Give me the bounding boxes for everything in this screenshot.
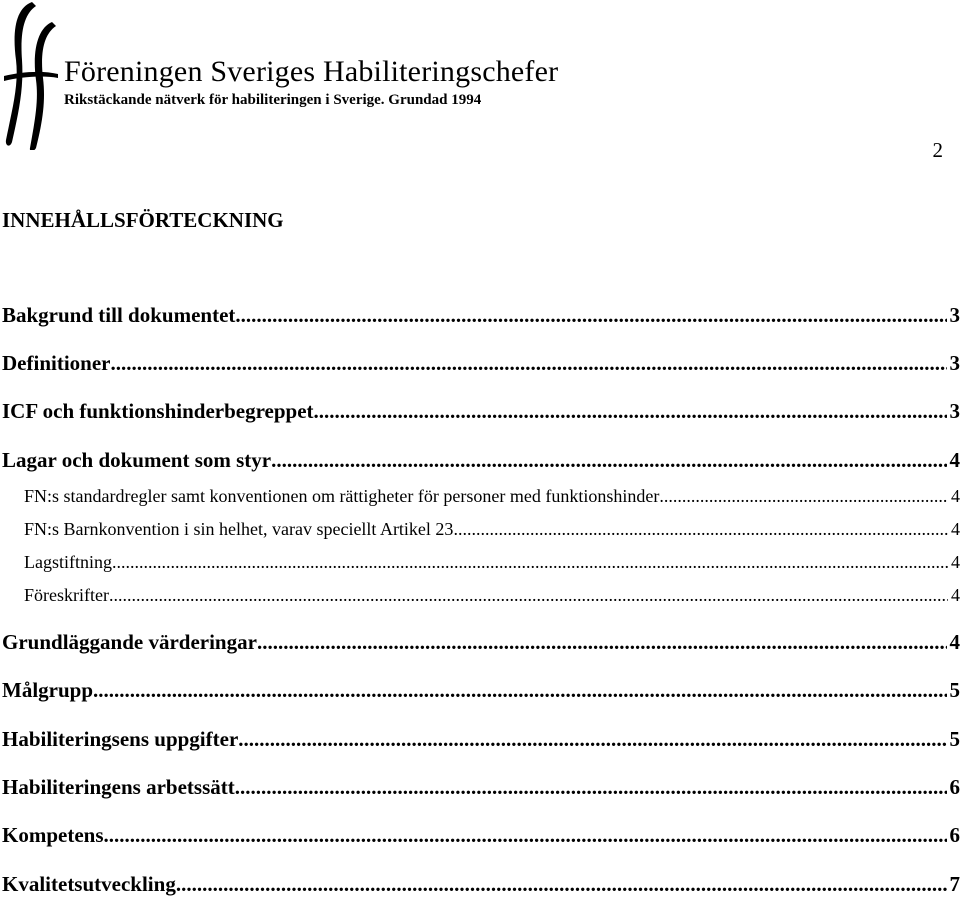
toc-entry[interactable] xyxy=(2,774,960,800)
toc-heading: INNEHÅLLSFÖRTECKNING xyxy=(2,208,284,232)
toc-entry-title: Föreskrifter xyxy=(24,585,109,605)
toc-subentry[interactable] xyxy=(24,584,960,606)
toc-entry[interactable] xyxy=(2,677,960,703)
toc-entry-title: Lagstiftning xyxy=(24,552,112,572)
toc-dot-leader xyxy=(109,584,948,606)
toc-dot-leader xyxy=(235,302,946,328)
toc-entry-title: Målgrupp xyxy=(2,678,94,702)
toc-entry-page: 4 xyxy=(951,486,960,506)
toc-entry-page: 6 xyxy=(949,775,960,799)
toc-entry-page: 4 xyxy=(951,585,960,605)
page-number: 2 xyxy=(932,138,943,162)
toc-entry[interactable] xyxy=(2,822,960,848)
toc-subentry[interactable] xyxy=(24,485,960,507)
toc-entry-page: 4 xyxy=(951,519,960,539)
toc-entry-page: 3 xyxy=(949,351,960,375)
toc-dot-leader xyxy=(235,774,947,800)
toc-entry-title: Kvalitetsutveckling xyxy=(2,872,176,896)
toc-entry-title: Kompetens xyxy=(2,823,104,847)
toc-entry[interactable] xyxy=(2,350,960,376)
toc-entry-page: 4 xyxy=(949,448,960,472)
toc-entry[interactable] xyxy=(2,726,960,752)
toc-entry-title: ICF och funktionshinderbegreppet xyxy=(2,399,314,423)
toc-dot-leader xyxy=(176,871,947,897)
toc-dot-leader xyxy=(93,677,946,703)
toc-subentry[interactable] xyxy=(24,518,960,540)
toc-dot-leader xyxy=(238,726,946,752)
toc-entry-title: Habiliteringsens uppgifter xyxy=(2,727,239,751)
toc-entry-title: Lagar och dokument som styr xyxy=(2,448,272,472)
toc-entry-title: Definitioner xyxy=(2,351,111,375)
toc-subentry[interactable] xyxy=(24,551,960,573)
toc-dot-leader xyxy=(271,447,946,473)
toc-entry[interactable] xyxy=(2,447,960,473)
toc-entry[interactable] xyxy=(2,398,960,424)
toc-entry-title: Habiliteringens arbetssätt xyxy=(2,775,235,799)
organization-name: Föreningen Sveriges Habiliteringschefer xyxy=(64,55,559,88)
toc-dot-leader xyxy=(110,350,946,376)
toc-entry-page: 5 xyxy=(949,678,960,702)
toc-dot-leader xyxy=(257,629,947,655)
toc-dot-leader xyxy=(112,551,948,573)
toc-entry-page: 4 xyxy=(949,630,960,654)
toc-dot-leader xyxy=(453,518,948,540)
toc-entry[interactable] xyxy=(2,871,960,897)
toc-entry-page: 4 xyxy=(951,552,960,572)
toc-entry-page: 5 xyxy=(949,727,960,751)
toc-entry-title: FN:s Barnkonvention i sin helhet, varav speciellt Artikel 23 xyxy=(24,519,454,539)
toc-dot-leader xyxy=(659,485,948,507)
toc-dot-leader xyxy=(314,398,947,424)
toc-entry-title: Bakgrund till dokumentet xyxy=(2,303,236,327)
toc-entry[interactable] xyxy=(2,302,960,328)
toc-entry-page: 3 xyxy=(949,303,960,327)
logo-icon xyxy=(2,0,60,150)
toc-entry-page: 3 xyxy=(949,399,960,423)
toc-entry-page: 7 xyxy=(949,872,960,896)
toc-entry-title: Grundläggande värderingar xyxy=(2,630,257,654)
organization-tagline: Rikstäckande nätverk för habiliteringen i Sverige. Grundad 1994 xyxy=(64,92,482,108)
toc-entry-title: FN:s standardregler samt konventionen om rättigheter för personer med funktionshinder xyxy=(24,486,660,506)
toc-entry[interactable] xyxy=(2,629,960,655)
toc-entry-page: 6 xyxy=(949,823,960,847)
toc-dot-leader xyxy=(104,822,947,848)
